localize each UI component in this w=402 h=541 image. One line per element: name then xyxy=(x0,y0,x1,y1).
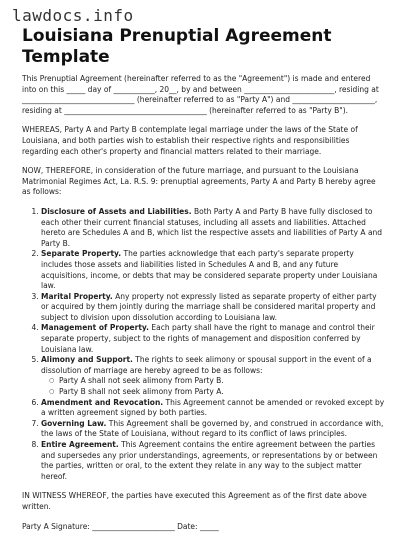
clause-text: The rights to seek alimony or spousal support in the event of a dissolution of marriage are hereby agreed to be as follows: xyxy=(41,355,372,375)
clause-text: The parties acknowledge that each party's separate property includes those assets and liabilities listed in Schedules A and B, and any future acquisitions, income, or debts that may be considered separate property under Louisiana law. xyxy=(41,249,378,291)
clause-text: Any property not expressly listed as separate property of either party or acquired by them jointly during the marriage shall be considered marital property and subject to division upon dissolution according to Louisiana law. xyxy=(41,291,377,322)
clause-text: Both Party A and Party B have fully disclosed to each other their current financial statuses, including all assets and liabilities. Attached hereto are Schedules A and B, which list the respective assets and liabilities of Party A and Party B. xyxy=(41,206,383,248)
clause-list xyxy=(22,207,386,482)
whereas-paragraph: WHEREAS, Party A and Party B contemplate legal marriage under the laws of the State of Louisiana, and both parties wish to establish their respective rights and responsibilities regarding each other's property and financial matters related to their marriage. xyxy=(22,125,358,156)
clause-term: Marital Property. xyxy=(41,291,113,301)
document-body xyxy=(22,74,386,541)
clause-item xyxy=(41,292,386,324)
clause-text: This Agreement shall be governed by, and construed in accordance with, the laws of the State of Louisiana, without regard to its conflict of laws principles. xyxy=(41,418,384,439)
clause-item xyxy=(41,355,386,397)
clause-text: This Agreement contains the entire agreement between the parties and supersedes any prior understandings, agreements, or representations by or between the parties, written or oral, to the extent they relate in any way to the subject matter hereof. xyxy=(41,440,378,481)
clause-term: Disclosure of Assets and Liabilities. xyxy=(41,206,192,216)
intro-paragraph: This Prenuptial Agreement (hereinafter referred to as the "Agreement") is made and entered into on this _____ day of ___________, 20__, by and between ________________________, residing at ______________________________ (hereinafter referred to as "Party A") and ______________________, residing at ______________________________________ (hereinafter referred to as "Party B"). xyxy=(22,74,379,115)
clause-item xyxy=(41,249,386,291)
alimony-sublist xyxy=(41,376,386,397)
sublist-item: ○ Party B shall not seek alimony from Party A. xyxy=(59,387,386,398)
clause-term: Management of Property. xyxy=(41,323,149,333)
clause-item xyxy=(41,440,386,482)
therefore-paragraph: NOW, THEREFORE, in consideration of the future marriage, and pursuant to the Louisiana Matrimonial Regimes Act, La. R.S. 9: prenuptial agreements, Party A and Party B hereby agree as follows: xyxy=(22,166,376,197)
clause-text: Each party shall have the right to manage and control their separate property, subject to the rights of management and disposition conferred by Louisiana law. xyxy=(41,323,375,354)
clause-term: Separate Property. xyxy=(41,249,122,259)
document-title: Louisiana Prenuptial Agreement Template xyxy=(22,26,332,67)
clause-item xyxy=(41,398,386,419)
witness-paragraph: IN WITNESS WHEREOF, the parties have executed this Agreement as of the first date above written. xyxy=(22,491,367,511)
clause-term: Amendment and Revocation. xyxy=(41,397,164,407)
signature-line: Party A Signature: ______________________ Date: _____ xyxy=(22,521,219,531)
clause-item xyxy=(41,323,386,355)
clause-term: Alimony and Support. xyxy=(41,355,133,365)
clause-item xyxy=(41,419,386,440)
site-watermark: lawdocs.info xyxy=(12,6,134,25)
clause-term: Entire Agreement. xyxy=(41,440,119,449)
clause-item xyxy=(41,207,386,249)
clause-text: This Agreement cannot be amended or revoked except by a written agreement signed by both parties. xyxy=(41,397,385,418)
clause-term: Governing Law. xyxy=(41,418,107,428)
sublist-item: ○ Party A shall not seek alimony from Party B. xyxy=(59,376,386,387)
